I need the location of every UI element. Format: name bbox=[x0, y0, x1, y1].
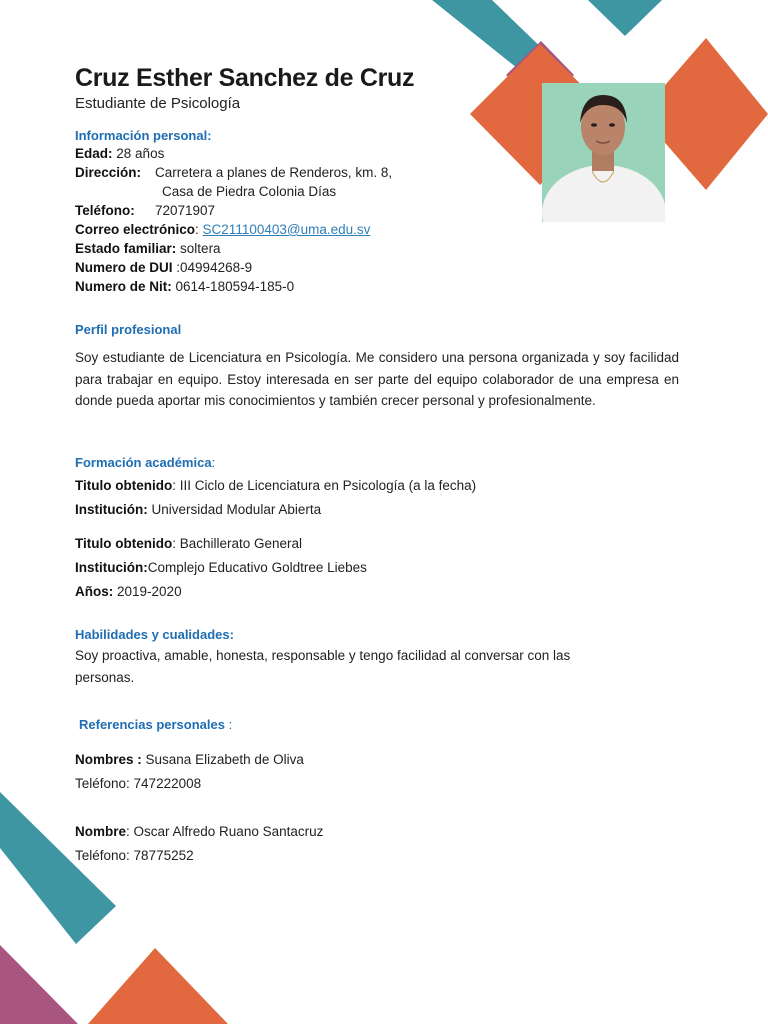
phone-value: 72071907 bbox=[155, 203, 216, 218]
address-row bbox=[75, 165, 393, 180]
section-heading-profile: Perfil profesional bbox=[75, 322, 182, 337]
skills-line2: personas. bbox=[75, 670, 135, 685]
edu2-inst-label: Institución: bbox=[75, 560, 148, 575]
edu2-years-row bbox=[75, 584, 182, 599]
address-line1: Carretera a planes de Renderos, km. 8, bbox=[155, 165, 393, 180]
age-label: Edad: bbox=[75, 146, 113, 161]
edu1-title-value: : III Ciclo de Licenciatura en Psicología (a la fecha) bbox=[172, 478, 477, 493]
dui-value: :04994268-9 bbox=[176, 260, 253, 275]
section-heading-references: Referencias personales : bbox=[79, 717, 233, 732]
marital-row bbox=[75, 241, 221, 256]
edu1-inst-value: Universidad Modular Abierta bbox=[151, 502, 322, 517]
candidate-subtitle: Estudiante de Psicología bbox=[75, 95, 241, 112]
age-value: 28 años bbox=[116, 146, 165, 161]
profile-text: Soy estudiante de Licenciatura en Psicología. Me considero una persona organizada y soy facilidad para trabajar en equipo. Estoy interesada en ser parte del equipo colaborador de una empresa en donde pueda aportar mis conocimientos y también crecer personal y profesionalmente. bbox=[75, 350, 679, 408]
ref1-label: Nombres : bbox=[75, 752, 142, 767]
email-label: Correo electrónico bbox=[75, 222, 196, 237]
email-row: Correo electrónico: SC211100403@uma.edu.sv bbox=[75, 222, 371, 237]
marital-value: soltera bbox=[180, 241, 221, 256]
ref1-name: Susana Elizabeth de Oliva bbox=[145, 752, 304, 767]
ref1-name-row bbox=[75, 752, 304, 767]
edu2-title-label: Titulo obtenido bbox=[75, 536, 173, 551]
nit-value: 0614-180594-185-0 bbox=[175, 279, 295, 294]
section-heading-skills: Habilidades y cualidades: bbox=[75, 627, 234, 642]
edu1-title-row bbox=[75, 478, 476, 493]
teal-triangle-top-right bbox=[588, 0, 662, 36]
email-link[interactable]: SC211100403@uma.edu.sv bbox=[202, 222, 371, 237]
edu1-inst-label: Institución: bbox=[75, 502, 148, 517]
section-heading-personal: Información personal: bbox=[75, 128, 212, 143]
marital-label: Estado familiar: bbox=[75, 241, 177, 256]
address-label: Dirección: bbox=[75, 165, 142, 180]
orange-triangle-bottom bbox=[88, 948, 228, 1024]
profile-photo bbox=[542, 83, 665, 222]
phone-label: Teléfono: bbox=[75, 203, 135, 218]
nit-label: Numero de Nit: bbox=[75, 279, 172, 294]
edu1-title-label: Titulo obtenido bbox=[75, 478, 173, 493]
age-row bbox=[75, 146, 164, 161]
ref2-name-row bbox=[75, 824, 323, 839]
edu2-years-label: Años: bbox=[75, 584, 114, 599]
phone-row bbox=[75, 203, 216, 218]
section-heading-education: Formación académica: bbox=[75, 455, 216, 470]
skills-line1: Soy proactiva, amable, honesta, responsable y tengo facilidad al conversar con las bbox=[75, 648, 571, 663]
dui-label: Numero de DUI bbox=[75, 260, 173, 275]
purple-triangle-bottom bbox=[0, 945, 78, 1024]
ref2-phone: Teléfono: 78775252 bbox=[75, 848, 194, 863]
references-heading-text: Referencias personales bbox=[79, 717, 225, 732]
edu1-inst-row bbox=[75, 502, 321, 517]
ref2-label: Nombre bbox=[75, 824, 127, 839]
ref2-name: : Oscar Alfredo Ruano Santacruz bbox=[126, 824, 324, 839]
nit-row bbox=[75, 279, 294, 294]
edu2-title-row bbox=[75, 536, 302, 551]
dui-row bbox=[75, 260, 252, 275]
edu2-inst-row bbox=[75, 560, 367, 575]
ref1-phone: Teléfono: 747222008 bbox=[75, 776, 202, 791]
education-heading-text: Formación académica bbox=[75, 455, 212, 470]
address-line2: Casa de Piedra Colonia Días bbox=[162, 184, 337, 199]
edu2-inst-value: Complejo Educativo Goldtree Liebes bbox=[147, 560, 367, 575]
edu2-title-value: : Bachillerato General bbox=[172, 536, 303, 551]
teal-band-bottom bbox=[0, 792, 116, 944]
edu2-years-value: 2019-2020 bbox=[117, 584, 182, 599]
candidate-name: Cruz Esther Sanchez de Cruz bbox=[75, 64, 415, 92]
